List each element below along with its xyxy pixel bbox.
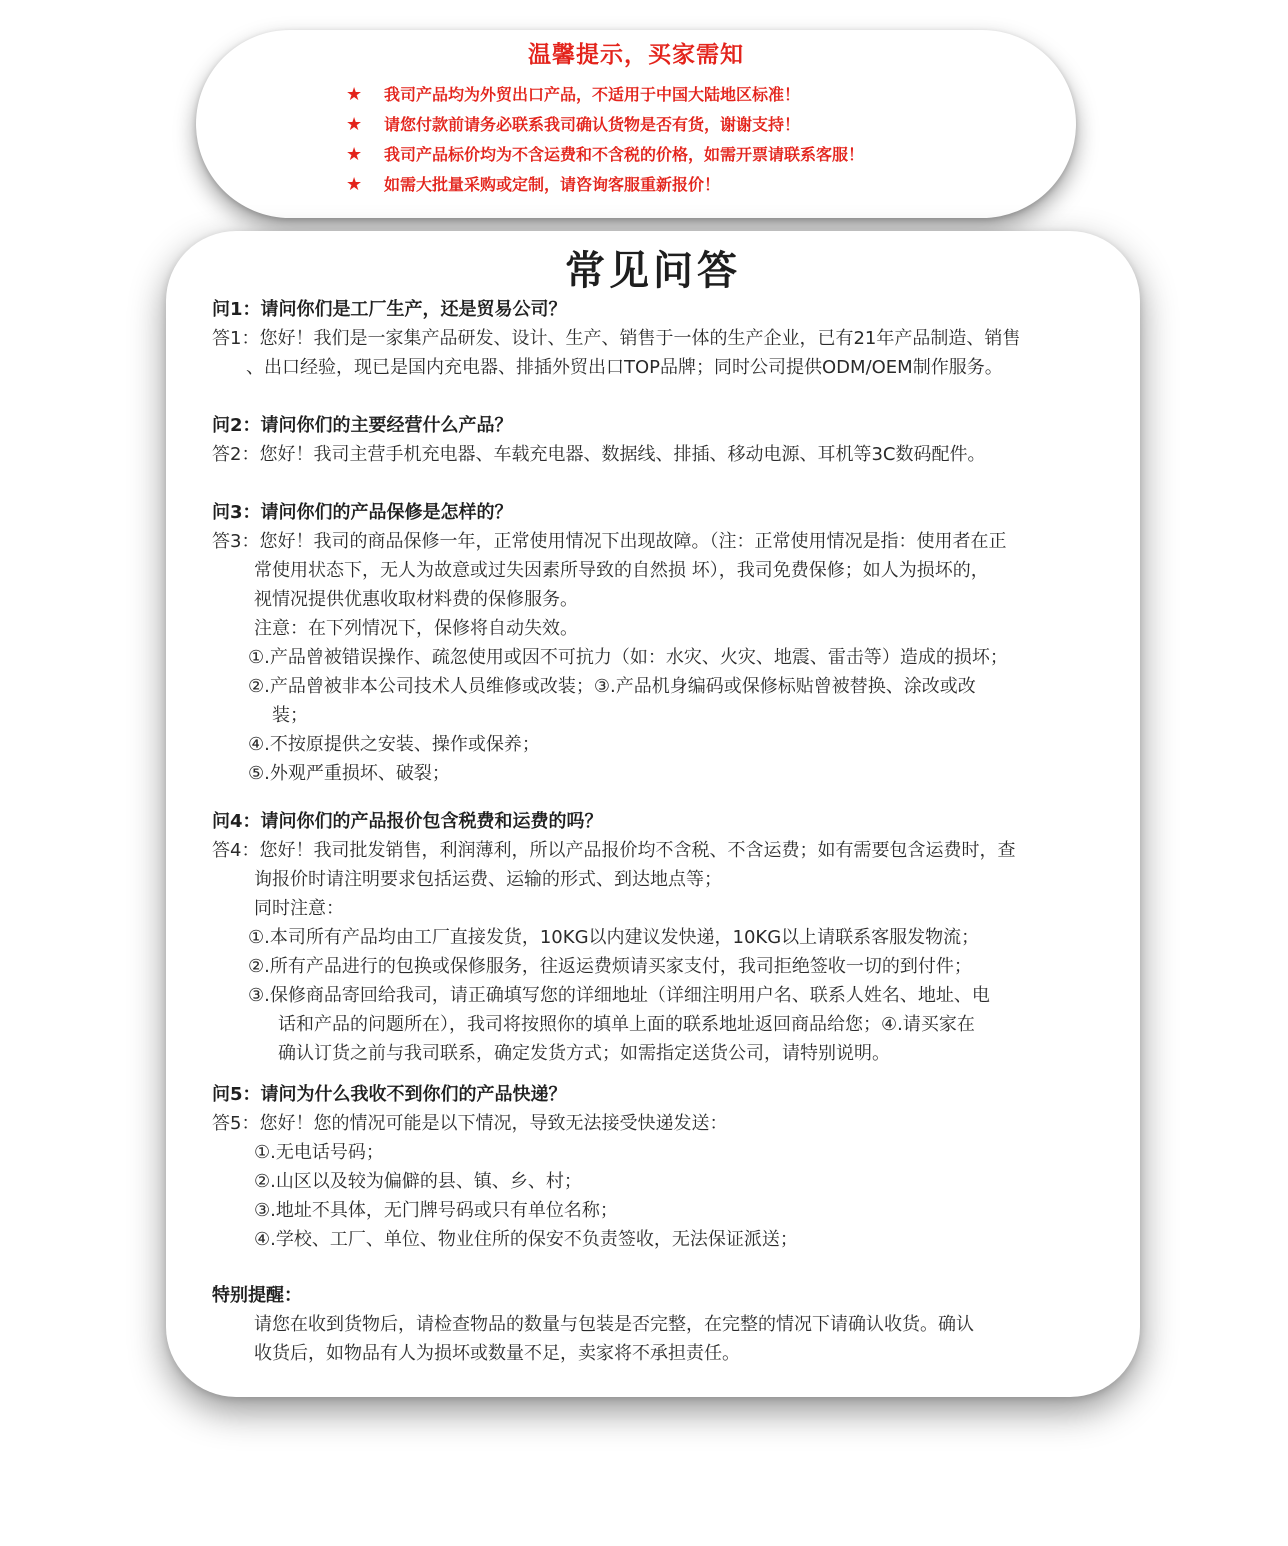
answer: 答4：您好！我司批发销售，利润薄利，所以产品报价均不含税、不含运费；如有需要包含运费时，查 [212, 840, 1016, 861]
notice-item [346, 170, 864, 200]
answer-cont: 常使用状态下，无人为故意或过失因素所导致的自然损 坏），我司免费保修；如人为损坏的， [254, 560, 989, 581]
answer: 答3：您好！我司的商品保修一年，正常使用情况下出现故障。（注：正常使用情况是指：使用者在正 [212, 531, 1007, 552]
answer: 答5：您好！您的情况可能是以下情况，导致无法接受快递发送： [212, 1113, 728, 1134]
faq-card [166, 231, 1140, 1397]
list-item: ①.本司所有产品均由工厂直接发货，10KG以内建议发快递，10KG以上请联系客服发物流； [248, 927, 980, 948]
list-item: ③.地址不具体，无门牌号码或只有单位名称； [254, 1200, 618, 1221]
star-icon: ★ [346, 174, 363, 195]
question: 问1：请问你们是工厂生产，还是贸易公司？ [212, 299, 567, 320]
faq-q2 [212, 411, 1112, 469]
question: 问5：请问为什么我收不到你们的产品快递？ [212, 1084, 567, 1105]
list-item: ①.产品曾被错误操作、疏忽使用或因不可抗力（如：水灾、火灾、地震、雷击等）造成的损坏； [248, 647, 1008, 668]
list-item: ④.学校、工厂、单位、物业住所的保安不负责签收，无法保证派送； [254, 1229, 798, 1250]
notice-item [346, 80, 864, 110]
answer-cont: 视情况提供优惠收取材料费的保修服务。 [254, 589, 578, 610]
reminder-text: 收货后，如物品有人为损坏或数量不足，卖家将不承担责任。 [254, 1343, 740, 1364]
faq-q4 [212, 807, 1112, 1068]
list-item: ②.所有产品进行的包换或保修服务，往返运费烦请买家支付，我司拒绝签收一切的到付件； [248, 956, 972, 977]
notice-item-text: 我司产品标价均为不含运费和不含税的价格，如需开票请联系客服！ [384, 145, 865, 164]
reminder-text: 请您在收到货物后，请检查物品的数量与包装是否完整，在完整的情况下请确认收货。确认 [254, 1314, 974, 1335]
answer: 答2：您好！我司主营手机充电器、车载充电器、数据线、排插、移动电源、耳机等3C数码配件。 [212, 444, 986, 465]
list-item: ②.山区以及较为偏僻的县、镇、乡、村； [254, 1171, 582, 1192]
star-icon: ★ [346, 114, 363, 135]
list-item-cont: 确认订货之前与我司联系，确定发货方式；如需指定送货公司，请特别说明。 [278, 1043, 890, 1064]
question: 问3：请问你们的产品保修是怎样的？ [212, 502, 513, 523]
list-item: ①.无电话号码； [254, 1142, 384, 1163]
list-item: ③.保修商品寄回给我司，请正确填写您的详细地址（详细注明用户名、联系人姓名、地址、电 [248, 985, 990, 1006]
faq-q1 [212, 295, 1112, 382]
answer-cont: 询报价时请注明要求包括运费、运输的形式、到达地点等； [254, 869, 722, 890]
reminder-heading: 特别提醒： [212, 1285, 302, 1306]
notice-card [196, 30, 1076, 218]
answer: 答1：您好！我们是一家集产品研发、设计、生产、销售于一体的生产企业，已有21年产品制造、销售 [212, 328, 1021, 349]
list-item: ②.产品曾被非本公司技术人员维修或改装；③.产品机身编码或保修标贴曾被替换、涂改或改 [248, 676, 976, 697]
faq-q3 [212, 498, 1112, 788]
note: 注意：在下列情况下，保修将自动失效。 [254, 618, 578, 639]
list-item-cont: 装； [272, 705, 308, 726]
notice-item-text: 请您付款前请务必联系我司确认货物是否有货，谢谢支持！ [384, 115, 801, 134]
notice-title: 温馨提示，买家需知 [528, 42, 744, 68]
list-item-cont: 话和产品的问题所在），我司将按照你的填单上面的联系地址返回商品给您；④.请买家在 [278, 1014, 975, 1035]
notice-item [346, 110, 864, 140]
faq-title: 常见问答 [565, 248, 741, 294]
notice-item-text: 我司产品均为外贸出口产品，不适用于中国大陆地区标准！ [384, 85, 801, 104]
question: 问2：请问你们的主要经营什么产品？ [212, 415, 513, 436]
star-icon: ★ [346, 144, 363, 165]
answer-cont: 、出口经验，现已是国内充电器、排插外贸出口TOP品牌；同时公司提供ODM/OEM制作服务。 [246, 357, 1003, 378]
star-icon: ★ [346, 84, 363, 105]
notice-item [346, 140, 864, 170]
faq-q5 [212, 1080, 1112, 1254]
note: 同时注意： [254, 898, 344, 919]
special-reminder [212, 1281, 1112, 1368]
list-item: ⑤.外观严重损坏、破裂； [248, 763, 450, 784]
notice-list [346, 80, 864, 200]
question: 问4：请问你们的产品报价包含税费和运费的吗？ [212, 811, 603, 832]
list-item: ④.不按原提供之安装、操作或保养； [248, 734, 540, 755]
notice-item-text: 如需大批量采购或定制，请咨询客服重新报价！ [384, 175, 721, 194]
